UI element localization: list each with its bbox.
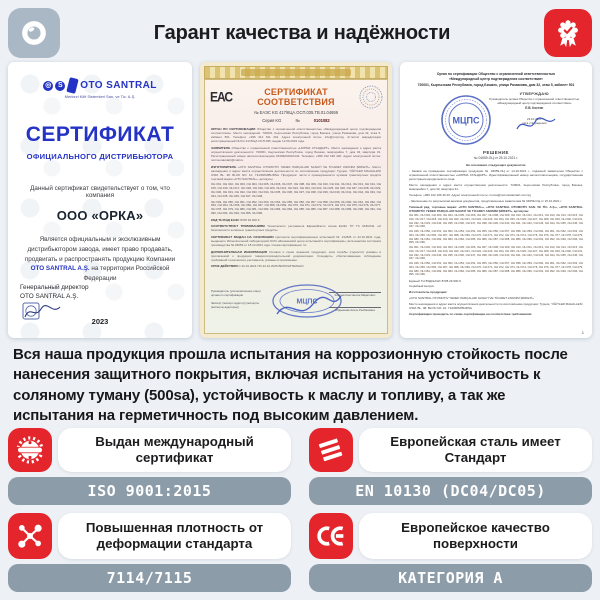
section-heading: СРОК ДЕЙСТВИЯ [211, 264, 238, 269]
serial-line: Серийный выпуск. [409, 284, 435, 289]
basis-title: На основании следующих документов: [465, 163, 527, 168]
decision-title: РЕШЕНИЕ [483, 149, 509, 155]
approve-date: 23.10.2021 [527, 116, 542, 121]
en-badge: EN 10130 (DC04/DC05) [309, 477, 592, 505]
cert2-series [211, 118, 381, 123]
sig-label: Эксперт (эксперт-аудитор) (эксперты (эксперты-аудиторы)) [211, 300, 260, 309]
final-line: Сертификацию проводить по схеме сертификации на соответствие требованиям: [409, 311, 533, 316]
cert1-body-start: Является официальным и эксклюзивным дистрибьютором завода, имеет право продавать, продвигать и распространять продукцию Компании [24, 236, 176, 263]
feature-label: Повышенная плотность от деформации стандарта [58, 513, 291, 559]
feature-label: Европейское качество поверхности [359, 513, 592, 559]
header-line: Орган по сертификации Общество с ограниченной ответственностью [436, 72, 556, 76]
basis-bullet: - Заявка на проведение сертификации продукции № 04659-ОЦ от 14.10.2021 г., поданной заявителем Общество с ограниченной ответственностью «НОРМА СТАНДАРТ». Идентификационный номер налогоплательщика, государственная регистрация юридического лица. [409, 168, 583, 182]
cert1-subtitle: ОФИЦИАЛЬНОГО ДИСТРИБЬЮТОРА [26, 152, 174, 161]
maker-name: «OTO SANTRAL OTOMOTİV YEDEK PARÇALARI SANAYİ VE TİCARET ANONİM ŞİRKETİ» [409, 295, 534, 300]
features-grid [8, 428, 592, 592]
logo-o-icon: ◎ [45, 81, 52, 89]
basis-bullet: - Заключение по результатам анализа документов, представленных заявителем № 04659-ОЦ от 15.10.2021 г. [409, 198, 563, 203]
svg-text:МЦПС: МЦПС [452, 115, 480, 126]
section-text: 8708 29 900 9 [239, 217, 260, 222]
oto-santral-logo [43, 78, 156, 93]
feature-row-density [8, 513, 291, 559]
cert2-body [204, 79, 388, 334]
page-title: Гарант качества и надёжности [153, 21, 451, 44]
section-text: Общество с ограниченной ответственностью «НОРМА СТАНДАРТ». Место нахождения и адрес места осуществления деятельности: 720001, Кыргызская Республика, город Бишкек, микрорайон 7, дом 43, квартира 31. Регистрационный номер налогоплательщика 01309201910142. Телефон: +996 312 196 420. Адрес электронной почты: norma.standart@mail.ru. [211, 145, 381, 163]
article-codes-block: ОН 001, ОН 002, ОН 003, ОН 004, ОН 005, ОН 006, ОН 007, ОН 008, ОН 009, ОН 010, ОН 011, ОН 012, ОН 013, ОН 014, ОН 015, ОН 016, ОН 017, ОН 018, ОН 019, ОН 020, ОН 021, ОН 022, ОН 023, ОН 024, ОН 025, ОН 026, ОН 027, ОН 028, ОН 029, ОН 030, ОН 031, ОН 032, ОН 033, ОН 034, ОН 035, ОН 036, ОН 037, ОН 038, ОН 039, ОН 040, ОН 041, ОН 042, ОН 043, ОН 044, ОН 045, ОН 046, ОН 047, ОН 048, [409, 245, 583, 261]
features-column-right [309, 428, 592, 592]
standard-badge: 7114/7115 [8, 564, 291, 592]
section-text: протокола сертификационных испытаний № 2128-В от 22.10.2021 года, выданного Испытательной лабораторией ООО «Бишкекский центр испытаний и сертификации»; акта анализа состояния производства № 04659 от 18.10.2021 года. Схема сертификации: 1с. [211, 234, 381, 248]
cert1-title: СЕРТИФИКАТ [25, 123, 175, 146]
cert1-company: ООО «ОРКА» [56, 208, 144, 223]
decision-document [400, 62, 592, 338]
cert1-signer [20, 284, 89, 302]
gear-seal-icon [8, 428, 52, 472]
products-intro: Типовый ряд, торговые марки: «OTO SANTRAL», «OTO SANTRAL OTOMOTİV SAN. VE TİC. A.Ş.», «OTO SANTRAL OTOMOTİV YEDEK PARÇALARI SANAYİ VE TİCARET ANONİM ŞİRKETİ», артикулы: [409, 204, 583, 213]
logo-s-icon: S [55, 81, 65, 91]
logo-phone-icon [67, 77, 79, 94]
cert3-header [409, 72, 583, 88]
serial-number: 0101082 [313, 118, 330, 123]
guilloche-seal-icon [358, 84, 384, 115]
series-label: Серия KG [262, 118, 282, 123]
section-heading: ОРГАН ПО СЕРТИФИКАЦИИ [211, 127, 256, 131]
section-heading: СООТВЕТСТВУЕТ ТРЕБОВАНИЯМ [211, 224, 265, 229]
feature-row-surface [309, 513, 592, 559]
section-text: «OTO SANTRAL OTOMOTİV YEDEK PARÇALARI SANAYİ VE TİCARET ANONİM ŞİRKETİ». Место нахождения и адрес места осуществления деятельности по изготовлению продукции: Турция, YİĞİTLER MAHALLESİ OSM. BL. 38. BLOK NO: 10, YILDIRIM/BURSA. Продукция: части и принадлежности кузовов транспортных средств торговой марки «OTO SANTRAL», артикулы: [211, 164, 381, 181]
signer-role: Генеральный директор [20, 284, 89, 292]
svg-text:МЦПС: МЦПС [296, 298, 318, 306]
approve-title: УТВЕРЖДАЮ [519, 90, 549, 96]
decision-number: № 04659-ОЦ от 25.10.2021 г. [474, 156, 518, 161]
feature-label: Европейская сталь имеет Стандарт [359, 428, 592, 472]
section-text: Общество с ограниченной ответственностью «Международный центр подтверждения соответствия». Место нахождения: 720001, Кыргызская Республика, город Бишкек, улица Раззакова, дом 32, этаж 5, кабинет 501. Телефон: +996 312 611 244. Адрес электронной почты: info@mcps.kg. Аттестат аккредитации регистрационный № KG 417/КЦА.ОСП.035, выдан 12.09.2019 года. [211, 127, 381, 144]
section-organ [211, 127, 381, 143]
section-heading: ИЗГОТОВИТЕЛЬ [211, 164, 237, 169]
section-text: С 23.10.2021 ПО 22.10.2026 ВКЛЮЧИТЕЛЬНО [237, 264, 304, 269]
testing-description: Вся наша продукция прошла испытания на коррозионную стойкость после нанесения защитного покрытия, включая испытания на устойчивость к соляному туману (500sa), устойчивость к маслу и топливу, а так же испытания на герметичность под высоким давлением. [13, 346, 568, 425]
signer-company: OTO SANTRAL A.Ş. [20, 293, 79, 301]
approve-signature [515, 115, 557, 134]
approve-date-label: дата утверждения [522, 120, 547, 125]
features-column-left [8, 428, 291, 592]
logo-text: OTO SANTRAL [80, 80, 157, 91]
section-text: Условия и сроки хранения продукции, срок службы (годности) указаны в прилагаемой к продукции товаросопроводительной документации. Стандарты, обеспечивающие соблюдение требований технического регламента, указаны в приложении. [211, 249, 381, 262]
feature-row-steel [309, 428, 592, 472]
signature-names [329, 292, 381, 321]
section-tnved [211, 218, 381, 222]
basis-bullet: Место нахождения и адрес места осуществления деятельности: 720001, Кыргызская Республика, город Бишкек, микрорайон 7, дом 43, квартира 31. [409, 183, 583, 192]
maker-address: Место нахождения и адрес места осуществления деятельности по изготовлению продукции: Турция, YİĞİTLER MAHALLESİ OSM. BL. 38. BLOK NO: 10, YILDIRIM/BURSA [409, 301, 583, 310]
section-text: Технического регламента Евразийского союза ЕАЭС ТР ТС 018/2011 «О безопасности колёсных транспортных средств» [211, 224, 381, 233]
article-codes-block: ОН 049, ОН 050, ОН 051, ОН 052, ОН 053, ОН 054, ОН 055, ОН 056, ОН 057, ОН 058, ОН 059, ОН 060, ОН 061, ОН 062, ОН 063, ОН 064, ОН 065, ОН 066, ОН 067, ОН 068, ОН 069, ОН 070, ОН 071, ОН 072, ОН 073, ОН 074, ОН 075, ОН 076, ОН 077, ОН 078, ОН 079, ОН 080, ОН 081, ОН 082, ОН 083, ОН 084, ОН 085, ОН 086, ОН 087, ОН 088, ОН 089, ОН 090, ОН 091, ОН 092, ОН 093, ОН 094, ОН 095, ОН 096, [409, 229, 583, 245]
article-codes-block: ОН 049, ОН 050, ОН 051, ОН 052, ОН 053, ОН 054, ОН 055, ОН 056, ОН 057, ОН 058, ОН 059, ОН 060, ОН 061, ОН 062, ОН 063, ОН 064, ОН 065, ОН 066, ОН 067, ОН 068, ОН 069, ОН 070, ОН 071, ОН 072, ОН 073, ОН 074, ОН 075, ОН 076, ОН 077, ОН 078, ОН 079, ОН 080, ОН 081, ОН 082, ОН 083, ОН 084, ОН 085, ОН 086, ОН 087, ОН 088, ОН 089, ОН 090, ОН 091, ОН 092, ОН 093, ОН 094, ОН 095, ОН 096, [409, 261, 583, 277]
basis-bullet: Телефон: +996 312 196 49 20. Адрес электронной почты: norma@normastandart.com.kg [409, 193, 531, 198]
cert1-year: 2023 [91, 317, 109, 326]
logo-tagline: Merkezi Kilit Sistemleri San. ve Tic. A.Ş. [64, 94, 136, 99]
cert1-intro: Данный сертификат свидетельствует о том, что компания [30, 185, 170, 199]
cert1-body-end: на территории Российской Федерации [83, 265, 170, 282]
eac-mark: ЕАС [210, 88, 233, 106]
article-codes-block: ОН 001, ОН 002, ОН 003, ОН 004, ОН 005, ОН 006, ОН 007, ОН 008, ОН 009, ОН 010, ОН 011, ОН 012, ОН 013, ОН 014, ОН 015, ОН 016, ОН 017, ОН 018, ОН 019, ОН 020, ОН 021, ОН 022, ОН 023, ОН 024, ОН 025, ОН 026, ОН 027, ОН 028, ОН 029, ОН 030, ОН 031, ОН 032, ОН 033, ОН 034, ОН 035, ОН 036, ОН 037, ОН 038, ОН 039, ОН 040, ОН 041, ОН 042, ОН 043, ОН 044, ОН 045, ОН 046, ОН 047, ОН 048, [409, 213, 583, 229]
section-applicant [211, 146, 381, 162]
cert1-body [24, 235, 176, 284]
ce-mark-icon [309, 513, 353, 559]
section-complies [211, 224, 381, 232]
distributor-certificate [8, 62, 192, 338]
article-codes-block: ОН 049, ОН 050, ОН 051, ОН 052, ОН 053, ОН 054, ОН 055, ОН 056, ОН 057, ОН 058, ОН 059, ОН 060, ОН 061, ОН 062, ОН 063, ОН 064, ОН 065, ОН 066, ОН 067, ОН 068, ОН 069, ОН 070, ОН 071, ОН 072, ОН 073, ОН 074, ОН 075, ОН 076, ОН 077, ОН 078, ОН 079, ОН 080, ОН 081, ОН 082, ОН 083, ОН 084, ОН 085, ОН 086, ОН 087, ОН 088, ОН 089, ОН 090, ОН 091, ОН 092, ОН 093, ОН 094, ОН 095, ОН 096, [211, 199, 381, 215]
tnved-line: Единый ТН ВЭД ЕАЭС 8708 29 900 9 [409, 278, 461, 283]
page-number: 1 [581, 330, 584, 335]
category-badge: КАТЕГОРИЯ A [309, 564, 592, 592]
sig-name: Кошоев Константин Маратович [329, 292, 381, 298]
section-additional [211, 250, 381, 262]
cert1-body-brand: OTO SANTRAL A.Ş. [30, 265, 90, 273]
cert2-sections [211, 127, 381, 269]
sig-label: Руководитель (уполномоченное лицо) органа по сертификации [211, 289, 261, 297]
decision-heading [409, 150, 583, 161]
award-ribbon-icon [544, 9, 592, 57]
steel-layers-icon [309, 428, 353, 472]
approve-name: Е.В. Костин [525, 106, 544, 110]
feature-row-certificate [8, 428, 291, 472]
section-issued-on [211, 235, 381, 247]
section-validity [211, 264, 381, 268]
sig-name: Абдыкеева Асель Рысбековна [329, 307, 381, 313]
maker-label: Изготовитель продукции: [409, 290, 448, 295]
article-codes-block: ОН 001, ОН 002, ОН 003, ОН 004, ОН 005, ОН 006, ОН 007, ОН 008, ОН 009, ОН 010, ОН 011, ОН 012, ОН 013, ОН 014, ОН 015, ОН 016, ОН 017, ОН 018, ОН 019, ОН 020, ОН 021, ОН 022, ОН 023, ОН 024, ОН 025, ОН 026, ОН 027, ОН 028, ОН 029, ОН 030, ОН 031, ОН 032, ОН 033, ОН 034, ОН 035, ОН 036, ОН 037, ОН 038, ОН 039, ОН 040, ОН 041, ОН 042, ОН 043, ОН 044, ОН 045, ОН 046, ОН 047, ОН 048, [211, 182, 381, 198]
lens-icon [8, 8, 60, 58]
section-heading: КОД ТН ВЭД ЕАЭС [211, 217, 240, 222]
iso-badge: ISO 9001:2015 [8, 477, 291, 505]
section-heading: ЗАЯВИТЕЛЬ [211, 145, 231, 150]
signature-labels [211, 290, 269, 314]
cert2-number: № ЕАЭС KG 417/КЦА.ОСП.035.ТВ.01.04659 [254, 110, 338, 115]
header-line: 720001, Кыргызская Республика, город Бишкек, улица Раззакова, дом 32, этаж 5, кабинет 501 [417, 82, 575, 87]
section-heading: СЕРТИФИКАТ ВЫДАН НА ОСНОВАНИИ [211, 234, 274, 239]
cert2-signature-area [211, 286, 381, 330]
cert2-title: СЕРТИФИКАТ СООТВЕТСТВИЯ [257, 87, 335, 107]
approve-block [409, 91, 583, 147]
section-manufacturer [211, 165, 381, 181]
conformity-certificate [200, 62, 392, 338]
feature-label: Выдан международный сертификат [58, 428, 291, 472]
header-line: «Международный центр подтверждения соответствия» [449, 77, 543, 82]
gold-ornament-band [204, 66, 388, 79]
molecule-icon [8, 513, 52, 559]
approve-body: Руководитель органа Общество с ограниченной ответственностью «Международный центр подтверждения соответствия» [489, 96, 580, 105]
header [8, 8, 592, 58]
round-stamp [439, 93, 493, 148]
no-label: № [295, 118, 300, 123]
section-heading: ДОПОЛНИТЕЛЬНАЯ ИНФОРМАЦИЯ [211, 249, 267, 254]
certificates-strip [8, 62, 592, 338]
